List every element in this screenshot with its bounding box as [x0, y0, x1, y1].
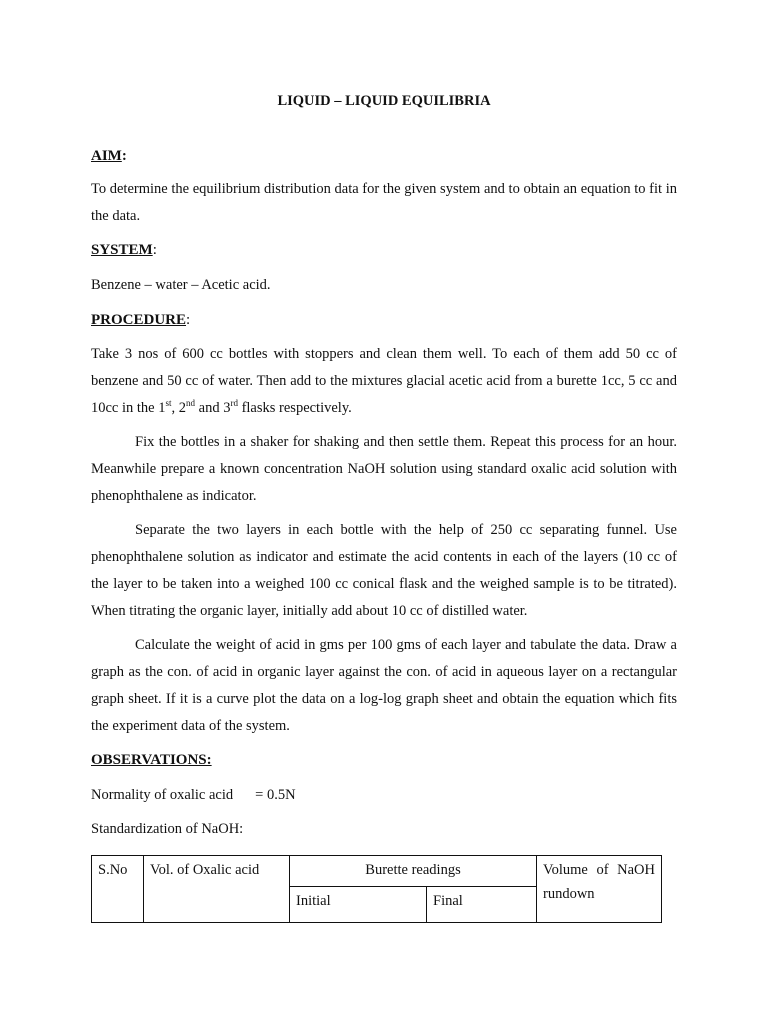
system-heading-text: SYSTEM — [91, 242, 153, 258]
page-title: LIQUID – LIQUID EQUILIBRIA — [277, 93, 491, 109]
observations-heading-text: OBSERVATIONS: — [91, 752, 212, 768]
ordinal-sup-2: nd — [186, 398, 196, 409]
system-heading — [91, 242, 677, 259]
procedure-p1-text-c: and 3 — [195, 400, 231, 416]
procedure-paragraph-1 — [91, 341, 677, 422]
table-header-row — [92, 856, 662, 887]
aim-heading-text: AIM — [91, 148, 122, 164]
standardization-table — [91, 855, 662, 923]
ordinal-sup-1: st — [165, 398, 172, 409]
procedure-p1-text-a: Take 3 nos of 600 cc bottles with stoppers and clean them well. To each of them add 50 cc of benzene and 50 cc of water. Then add to the mixtures glacial acetic acid from a burette 1cc, 5 cc and 10cc in the 1 — [91, 346, 677, 416]
aim-heading — [91, 148, 677, 165]
procedure-heading-text: PROCEDURE — [91, 312, 187, 328]
normality-label: Normality of oxalic acid — [91, 787, 234, 803]
aim-text: To determine the equilibrium distribution data for the given system and to obtain an equation to fit in the data. — [91, 181, 677, 224]
col-header-final: Final — [427, 887, 537, 923]
procedure-heading — [91, 312, 677, 329]
col-header-sno: S.No — [92, 856, 144, 923]
normality-value: = 0.5N — [255, 787, 296, 803]
procedure-paragraph-4: Calculate the weight of acid in gms per 100 gms of each layer and tabulate the data. Draw a graph as the con. of acid in organic layer against the con. of acid in aqueous layer on a rectangular graph sheet. If it is a curve plot the data on a log-log graph sheet and obtain the equation which fits the experiment data of the system. — [91, 637, 677, 734]
observations-heading — [91, 752, 677, 769]
col-header-volume-naoh: Volume of NaOH rundown — [537, 856, 662, 923]
col-header-vol-oxalic: Vol. of Oxalic acid — [144, 856, 290, 923]
system-text: Benzene – water – Acetic acid. — [91, 277, 271, 293]
system-heading-colon: : — [152, 242, 157, 258]
procedure-paragraph-3: Separate the two layers in each bottle with the help of 250 cc separating funnel. Use phenophthalene solution as indicator and estimate the acid contents in each of the layers (10 cc of the layer to be taken into a weighed 100 cc conical flask and the weighed sample is to be titrated). When titrating the organic layer, initially add about 10 cc of distilled water. — [91, 522, 677, 619]
normality-line — [91, 782, 677, 809]
aim-heading-colon: : — [121, 148, 127, 164]
procedure-p1-text-b: , 2 — [171, 400, 187, 416]
procedure-heading-colon: : — [186, 312, 191, 328]
procedure-p1-text-d: flasks respectively. — [237, 400, 352, 416]
standardization-label: Standardization of NaOH: — [91, 821, 244, 837]
col-header-burette: Burette readings — [290, 856, 537, 887]
col-header-initial: Initial — [290, 887, 427, 923]
ordinal-sup-3: rd — [230, 398, 238, 409]
procedure-paragraph-2: Fix the bottles in a shaker for shaking and then settle them. Repeat this process for an hour. Meanwhile prepare a known concentration NaOH solution using standard oxalic acid solution with phenophthalene as indicator. — [91, 434, 677, 504]
